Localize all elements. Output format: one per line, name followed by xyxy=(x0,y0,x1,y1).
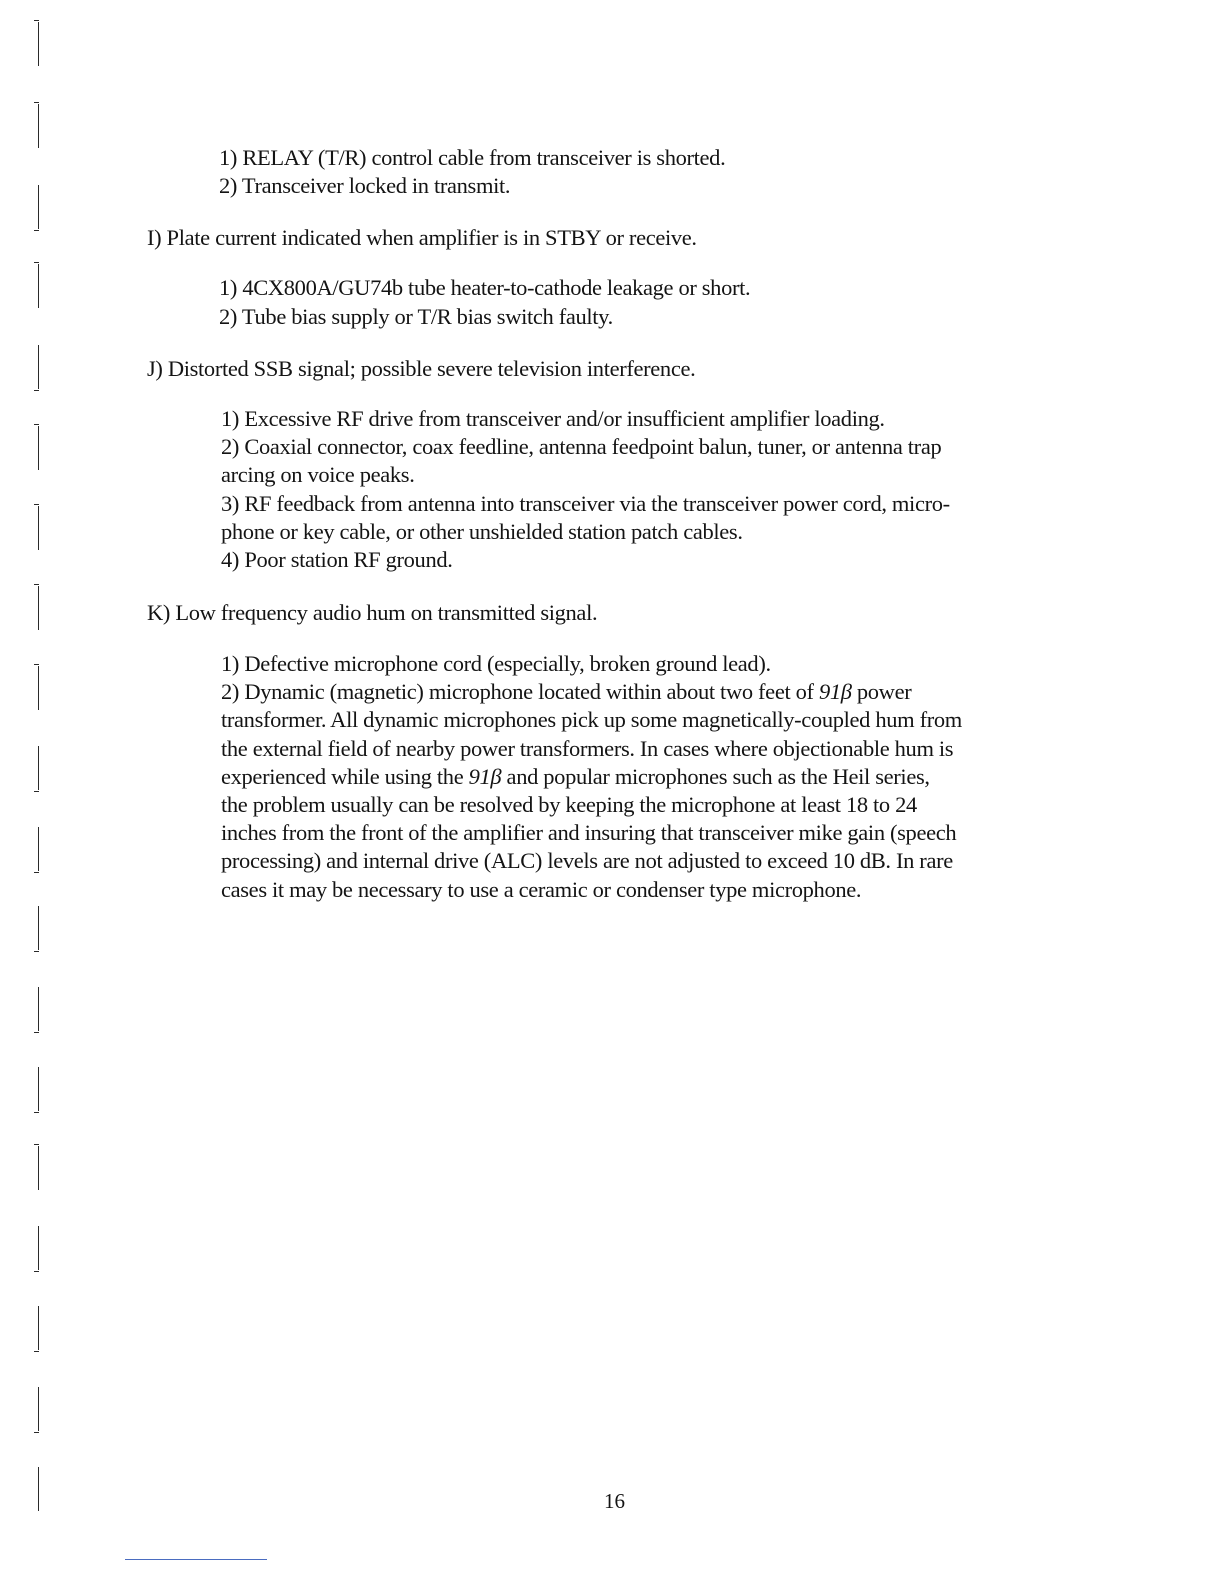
binder-edge-mark xyxy=(33,746,39,790)
j-items xyxy=(221,405,1091,574)
k-item-1: 1) Defective microphone cord (especially, broken ground lead). xyxy=(221,651,771,676)
binder-edge-mark xyxy=(33,1306,39,1350)
k-item-2-line-7: processing) and internal drive (ALC) levels are not adjusted to exceed 10 dB. In rare xyxy=(221,848,953,874)
binder-edge-mark xyxy=(33,586,39,630)
k-item-2-line-4: experienced while using the 91β and popular microphones such as the Heil series, xyxy=(221,763,930,789)
binder-edge-mark xyxy=(33,104,39,148)
binder-edge-mark xyxy=(33,1226,39,1270)
binder-edge-mark xyxy=(33,666,39,710)
k-item-2-line-6: inches from the front of the amplifier and insuring that transceiver mike gain (speech xyxy=(221,820,957,846)
model-name: 91β xyxy=(818,679,852,705)
k-item-2-line-1: 2) Dynamic (magnetic) microphone located within about two feet of 91β power xyxy=(221,679,912,705)
binder-edge-mark xyxy=(33,345,39,389)
binder-edge-mark xyxy=(33,987,39,1031)
j-item-2-line-1: 2) Coaxial connector, coax feedline, antenna feedpoint balun, tuner, or antenna trap xyxy=(221,434,942,460)
footnote-rule xyxy=(125,1559,267,1560)
binder-edge-mark xyxy=(33,906,39,950)
k-item-2-line-8: cases it may be necessary to use a ceramic or condenser type microphone. xyxy=(221,876,862,902)
binder-edge-mark xyxy=(33,1067,39,1111)
binder-edge-mark xyxy=(33,1146,39,1190)
section-i-heading: I) Plate current indicated when amplifier is in STBY or receive. xyxy=(147,225,697,250)
h-item-2: 2) Transceiver locked in transmit. xyxy=(219,173,511,198)
binder-edge-mark xyxy=(33,22,39,66)
j-item-4: 4) Poor station RF ground. xyxy=(221,547,453,573)
j-item-2-line-2: arcing on voice peaks. xyxy=(221,462,415,488)
j-item-3-line-1: 3) RF feedback from antenna into transceiver via the transceiver power cord, micro- xyxy=(221,490,950,516)
k-item-2-line-3: the external field of nearby power transformers. In cases where objectionable hum is xyxy=(221,735,954,761)
page-number: 16 xyxy=(604,1489,625,1513)
binder-edge-mark xyxy=(33,827,39,871)
binder-edge-mark xyxy=(33,506,39,550)
i-item-2: 2) Tube bias supply or T/R bias switch faulty. xyxy=(219,304,613,329)
section-j-heading: J) Distorted SSB signal; possible severe television interference. xyxy=(147,356,696,381)
k-item-2-line-2: transformer. All dynamic microphones pick up some magnetically-coupled hum from xyxy=(221,707,962,733)
binder-edge-mark xyxy=(33,185,39,229)
j-item-1: 1) Excessive RF drive from transceiver and/or insufficient amplifier loading. xyxy=(221,406,885,431)
h-item-1: 1) RELAY (T/R) control cable from transceiver is shorted. xyxy=(219,145,726,170)
k-item-2-line-5: the problem usually can be resolved by keeping the microphone at least 18 to 24 xyxy=(221,792,917,818)
k-items xyxy=(221,650,1091,904)
section-k-heading: K) Low frequency audio hum on transmitted signal. xyxy=(147,600,598,625)
model-name: 91β xyxy=(468,763,502,789)
j-item-3-line-2: phone or key cable, or other unshielded station patch cables. xyxy=(221,518,743,544)
binder-edge-mark xyxy=(33,1467,39,1511)
binder-edge-mark xyxy=(33,1387,39,1431)
binder-edge-mark xyxy=(33,426,39,470)
binder-edge-mark xyxy=(33,264,39,308)
i-item-1: 1) 4CX800A/GU74b tube heater-to-cathode leakage or short. xyxy=(219,275,751,300)
